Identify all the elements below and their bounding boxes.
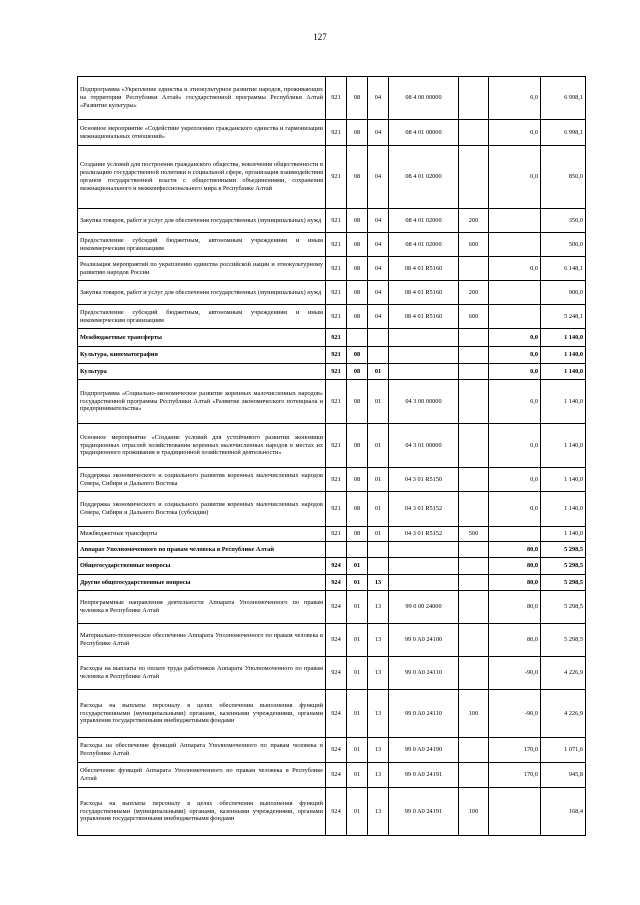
row-name: Закупка товаров, работ и услуг для обеспечения государственных (муниципальных) нужд: [78, 281, 326, 305]
target-article-code: 99 0 A0 24110: [389, 690, 459, 738]
amount-total: 5 298,5: [541, 575, 586, 591]
row-name: Подпрограмма «Укрепление единства и этнокультурное развитие народов, проживающих на территории Республики Алтай» государственной программы Республики Алтай «Развитие культуры»: [78, 77, 326, 120]
section-code: 01: [347, 788, 368, 836]
table-row: [78, 575, 586, 591]
section-code: 01: [347, 558, 368, 575]
expense-type-code: 200: [459, 281, 489, 305]
row-name: Общегосударственные вопросы: [78, 558, 326, 575]
ministry-code: 921: [326, 364, 347, 380]
section-code: 01: [347, 624, 368, 657]
amount-total: 6 148,1: [541, 257, 586, 281]
section-code: 08: [347, 424, 368, 468]
table-row: [78, 146, 586, 209]
target-article-code: 08 4 00 00000: [389, 77, 459, 120]
amount-total: 350,0: [541, 209, 586, 233]
amount-change: 0,0: [489, 257, 541, 281]
target-article-code: 04 3 01 R5152: [389, 492, 459, 527]
target-article-code: 99 0 A0 24110: [389, 657, 459, 690]
table-row: [78, 209, 586, 233]
subsection-code: 13: [368, 624, 389, 657]
expense-type-code: [459, 558, 489, 575]
ministry-code: 921: [326, 329, 347, 347]
target-article-code: [389, 575, 459, 591]
subsection-code: 01: [368, 424, 389, 468]
target-article-code: [389, 329, 459, 347]
row-name: Основное мероприятие «Создание условий для устойчивого развития экономики традиционных отраслей хозяйствования коренных малочисленных народов в местах их традиционного проживания и традиционной хозяйственной деятельности»: [78, 424, 326, 468]
expense-type-code: [459, 257, 489, 281]
subsection-code: 01: [368, 492, 389, 527]
section-code: [347, 329, 368, 347]
amount-change: [489, 305, 541, 329]
expense-type-code: [459, 329, 489, 347]
expense-type-code: [459, 542, 489, 558]
row-name: Аппарат Уполномоченного по правам человека в Республике Алтай: [78, 542, 326, 558]
amount-total: 1 140,0: [541, 364, 586, 380]
target-article-code: 04 3 01 R5150: [389, 468, 459, 492]
expense-type-code: [459, 492, 489, 527]
section-code: 08: [347, 281, 368, 305]
section-code: 01: [347, 591, 368, 624]
target-article-code: 04 3 00 00000: [389, 380, 459, 424]
section-code: 01: [347, 763, 368, 788]
expense-type-code: 600: [459, 233, 489, 257]
amount-total: 1 140,0: [541, 492, 586, 527]
amount-total: 500,0: [541, 233, 586, 257]
target-article-code: [389, 558, 459, 575]
subsection-code: [368, 542, 389, 558]
row-name: Расходы на обеспечение функций Аппарата Уполномоченного по правам человека в Республике Алтай: [78, 738, 326, 763]
row-name: Подпрограмма «Социально-экономическое развитие коренных малочисленных народов» государственной программы Республики Алтай «Развитие экономического потенциала и предпринимательства»: [78, 380, 326, 424]
subsection-code: 01: [368, 527, 389, 542]
target-article-code: [389, 364, 459, 380]
table-row: [78, 380, 586, 424]
subsection-code: 04: [368, 281, 389, 305]
amount-total: 900,0: [541, 281, 586, 305]
ministry-code: 921: [326, 209, 347, 233]
expense-type-code: [459, 146, 489, 209]
expense-type-code: 200: [459, 209, 489, 233]
ministry-code: 924: [326, 624, 347, 657]
row-name: Закупка товаров, работ и услуг для обеспечения государственных (муниципальных) нужд: [78, 209, 326, 233]
amount-change: -90,0: [489, 657, 541, 690]
table-row: [78, 305, 586, 329]
amount-total: 5 298,5: [541, 542, 586, 558]
amount-change: 170,0: [489, 738, 541, 763]
row-name: Поддержка экономического и социального развития коренных малочисленных народов Севера, Сибири и Дальнего Востока (субсидии): [78, 492, 326, 527]
table-row: [78, 657, 586, 690]
amount-total: 5 298,5: [541, 558, 586, 575]
target-article-code: [389, 347, 459, 364]
amount-change: 0,0: [489, 424, 541, 468]
amount-total: 1 140,0: [541, 424, 586, 468]
amount-change: 0,0: [489, 146, 541, 209]
amount-total: 4 226,9: [541, 690, 586, 738]
ministry-code: 921: [326, 492, 347, 527]
target-article-code: 08 4 01 02000: [389, 233, 459, 257]
table-row: [78, 347, 586, 364]
expense-type-code: [459, 77, 489, 120]
amount-change: 80,0: [489, 558, 541, 575]
amount-change: 0,0: [489, 77, 541, 120]
expense-type-code: [459, 763, 489, 788]
amount-change: -90,0: [489, 690, 541, 738]
subsection-code: 04: [368, 257, 389, 281]
ministry-code: 924: [326, 738, 347, 763]
table-row: [78, 492, 586, 527]
subsection-code: 13: [368, 657, 389, 690]
ministry-code: 924: [326, 575, 347, 591]
ministry-code: 921: [326, 257, 347, 281]
row-name: Предоставление субсидий бюджетным, автономным учреждениям и иным некоммерческим организациям: [78, 233, 326, 257]
section-code: 08: [347, 209, 368, 233]
subsection-code: 04: [368, 120, 389, 146]
section-code: 01: [347, 575, 368, 591]
target-article-code: 04 3 01 00000: [389, 424, 459, 468]
budget-table: [77, 76, 586, 836]
target-article-code: 99 0 00 24000: [389, 591, 459, 624]
expense-type-code: [459, 424, 489, 468]
amount-total: 6 998,1: [541, 120, 586, 146]
amount-total: 5 298,5: [541, 624, 586, 657]
expense-type-code: [459, 120, 489, 146]
table-row: [78, 120, 586, 146]
ministry-code: 921: [326, 424, 347, 468]
subsection-code: 13: [368, 788, 389, 836]
expense-type-code: [459, 364, 489, 380]
ministry-code: 924: [326, 690, 347, 738]
expense-type-code: 500: [459, 527, 489, 542]
table-row: [78, 424, 586, 468]
ministry-code: 921: [326, 146, 347, 209]
row-name: Культура, кинематография: [78, 347, 326, 364]
table-row: [78, 233, 586, 257]
table-row: [78, 257, 586, 281]
table-row: [78, 527, 586, 542]
amount-total: 1 140,0: [541, 527, 586, 542]
amount-change: 80,0: [489, 542, 541, 558]
amount-change: 0,0: [489, 468, 541, 492]
row-name: Культура: [78, 364, 326, 380]
target-article-code: 04 3 01 R5152: [389, 527, 459, 542]
row-name: Непрограммные направления деятельности Аппарата Уполномоченного по правам человека в Республике Алтай: [78, 591, 326, 624]
amount-change: [489, 788, 541, 836]
amount-change: 0,0: [489, 364, 541, 380]
expense-type-code: [459, 468, 489, 492]
expense-type-code: [459, 575, 489, 591]
subsection-code: 01: [368, 364, 389, 380]
table-row: [78, 591, 586, 624]
amount-change: [489, 281, 541, 305]
subsection-code: 01: [368, 380, 389, 424]
row-name: Основное мероприятие «Содействие укреплению гражданского единства и гармонизации межнациональных отношений»: [78, 120, 326, 146]
ministry-code: 921: [326, 380, 347, 424]
ministry-code: 924: [326, 788, 347, 836]
subsection-code: 13: [368, 575, 389, 591]
ministry-code: [326, 542, 347, 558]
row-name: Другие общегосударственные вопросы: [78, 575, 326, 591]
ministry-code: 921: [326, 468, 347, 492]
amount-change: 80,0: [489, 624, 541, 657]
amount-change: 80,0: [489, 591, 541, 624]
row-name: Реализация мероприятий по укреплению единства российской нации и этнокультурному развитию народов России: [78, 257, 326, 281]
subsection-code: 01: [368, 468, 389, 492]
section-code: 01: [347, 690, 368, 738]
amount-total: 1 140,0: [541, 468, 586, 492]
section-code: 01: [347, 657, 368, 690]
section-code: [347, 542, 368, 558]
amount-total: 945,8: [541, 763, 586, 788]
row-name: Обеспечение функций Аппарата Уполномоченного по правам человека в Республике Алтай: [78, 763, 326, 788]
amount-change: [489, 209, 541, 233]
table-row: [78, 690, 586, 738]
amount-total: 5 248,1: [541, 305, 586, 329]
row-name: Расходы на выплаты по оплате труда работников Аппарата Уполномоченного по правам человека в Республике Алтай: [78, 657, 326, 690]
target-article-code: 99 0 A0 24191: [389, 788, 459, 836]
subsection-code: [368, 558, 389, 575]
table-row: [78, 788, 586, 836]
section-code: 08: [347, 233, 368, 257]
expense-type-code: 600: [459, 305, 489, 329]
target-article-code: 08 4 01 R5160: [389, 281, 459, 305]
table-row: [78, 624, 586, 657]
table-row: [78, 468, 586, 492]
amount-change: 0,0: [489, 329, 541, 347]
table-row: [78, 763, 586, 788]
row-name: Межбюджетные трансферты: [78, 329, 326, 347]
expense-type-code: [459, 380, 489, 424]
target-article-code: 99 0 A0 24100: [389, 624, 459, 657]
row-name: Материально-техническое обеспечение Аппарата Уполномоченного по правам человека в Республике Алтай: [78, 624, 326, 657]
expense-type-code: [459, 591, 489, 624]
amount-change: 80,0: [489, 575, 541, 591]
target-article-code: 08 4 01 00000: [389, 120, 459, 146]
table-row: [78, 77, 586, 120]
table-row: [78, 364, 586, 380]
amount-total: 5 298,5: [541, 591, 586, 624]
subsection-code: 04: [368, 209, 389, 233]
ministry-code: 921: [326, 347, 347, 364]
subsection-code: 04: [368, 233, 389, 257]
amount-change: [489, 233, 541, 257]
target-article-code: 08 4 01 R5160: [389, 305, 459, 329]
section-code: 08: [347, 146, 368, 209]
section-code: 08: [347, 77, 368, 120]
section-code: 08: [347, 364, 368, 380]
subsection-code: 13: [368, 763, 389, 788]
row-name: Межбюджетные трансферты: [78, 527, 326, 542]
expense-type-code: 100: [459, 788, 489, 836]
amount-change: 170,0: [489, 763, 541, 788]
amount-total: 1 140,0: [541, 329, 586, 347]
amount-change: 0,0: [489, 347, 541, 364]
target-article-code: 08 4 01 R5160: [389, 257, 459, 281]
section-code: 08: [347, 492, 368, 527]
subsection-code: 04: [368, 146, 389, 209]
subsection-code: [368, 347, 389, 364]
ministry-code: 924: [326, 591, 347, 624]
section-code: 08: [347, 468, 368, 492]
ministry-code: 921: [326, 233, 347, 257]
ministry-code: 921: [326, 305, 347, 329]
section-code: 08: [347, 305, 368, 329]
ministry-code: 924: [326, 763, 347, 788]
amount-change: 0,0: [489, 120, 541, 146]
table-row: [78, 738, 586, 763]
amount-change: 0,0: [489, 380, 541, 424]
expense-type-code: [459, 657, 489, 690]
ministry-code: 924: [326, 558, 347, 575]
target-article-code: 99 0 A0 24190: [389, 738, 459, 763]
section-code: 08: [347, 347, 368, 364]
subsection-code: 13: [368, 591, 389, 624]
section-code: 08: [347, 257, 368, 281]
ministry-code: 924: [326, 657, 347, 690]
ministry-code: 921: [326, 281, 347, 305]
target-article-code: [389, 542, 459, 558]
row-name: Предоставление субсидий бюджетным, автономным учреждениям и иным некоммерческим организациям: [78, 305, 326, 329]
subsection-code: 13: [368, 738, 389, 763]
table-row: [78, 329, 586, 347]
amount-total: 1 140,0: [541, 347, 586, 364]
expense-type-code: 100: [459, 690, 489, 738]
section-code: 08: [347, 527, 368, 542]
amount-total: 4 226,9: [541, 657, 586, 690]
row-name: Расходы на выплаты персоналу в целях обеспечения выполнения функций государственными (муниципальными) органами, казенными учреждениями, органами управления государственными внебюджетными фондами: [78, 788, 326, 836]
subsection-code: [368, 329, 389, 347]
section-code: 08: [347, 380, 368, 424]
ministry-code: 921: [326, 77, 347, 120]
amount-total: 6 998,1: [541, 77, 586, 120]
row-name: Поддержка экономического и социального развития коренных малочисленных народов Севера, Сибири и Дальнего Востока: [78, 468, 326, 492]
table-row: [78, 281, 586, 305]
subsection-code: 13: [368, 690, 389, 738]
subsection-code: 04: [368, 77, 389, 120]
row-name: Создание условий для построения гражданского общества, вовлечения общественности в реализацию государственной политики в социальной сфере, организация взаимодействия органов государственной власти с общественными объединениями, сохранения межнационального и межконфессионального мира в Республике Алтай: [78, 146, 326, 209]
amount-total: 850,0: [541, 146, 586, 209]
section-code: 01: [347, 738, 368, 763]
amount-total: 1 140,0: [541, 380, 586, 424]
section-code: 08: [347, 120, 368, 146]
expense-type-code: [459, 347, 489, 364]
ministry-code: 921: [326, 120, 347, 146]
expense-type-code: [459, 738, 489, 763]
amount-change: [489, 527, 541, 542]
amount-change: 0,0: [489, 492, 541, 527]
target-article-code: 08 4 01 02000: [389, 209, 459, 233]
table-row: [78, 558, 586, 575]
target-article-code: 08 4 01 02000: [389, 146, 459, 209]
target-article-code: 99 0 A0 24191: [389, 763, 459, 788]
expense-type-code: [459, 624, 489, 657]
table-row: [78, 542, 586, 558]
subsection-code: 04: [368, 305, 389, 329]
ministry-code: 921: [326, 527, 347, 542]
amount-total: 168,4: [541, 788, 586, 836]
amount-total: 1 071,6: [541, 738, 586, 763]
row-name: Расходы на выплаты персоналу в целях обеспечения выполнения функций государственными (муниципальными) органами, казенными учреждениями, органами управления государственными внебюджетными фондами: [78, 690, 326, 738]
page-number: 127: [313, 32, 327, 42]
